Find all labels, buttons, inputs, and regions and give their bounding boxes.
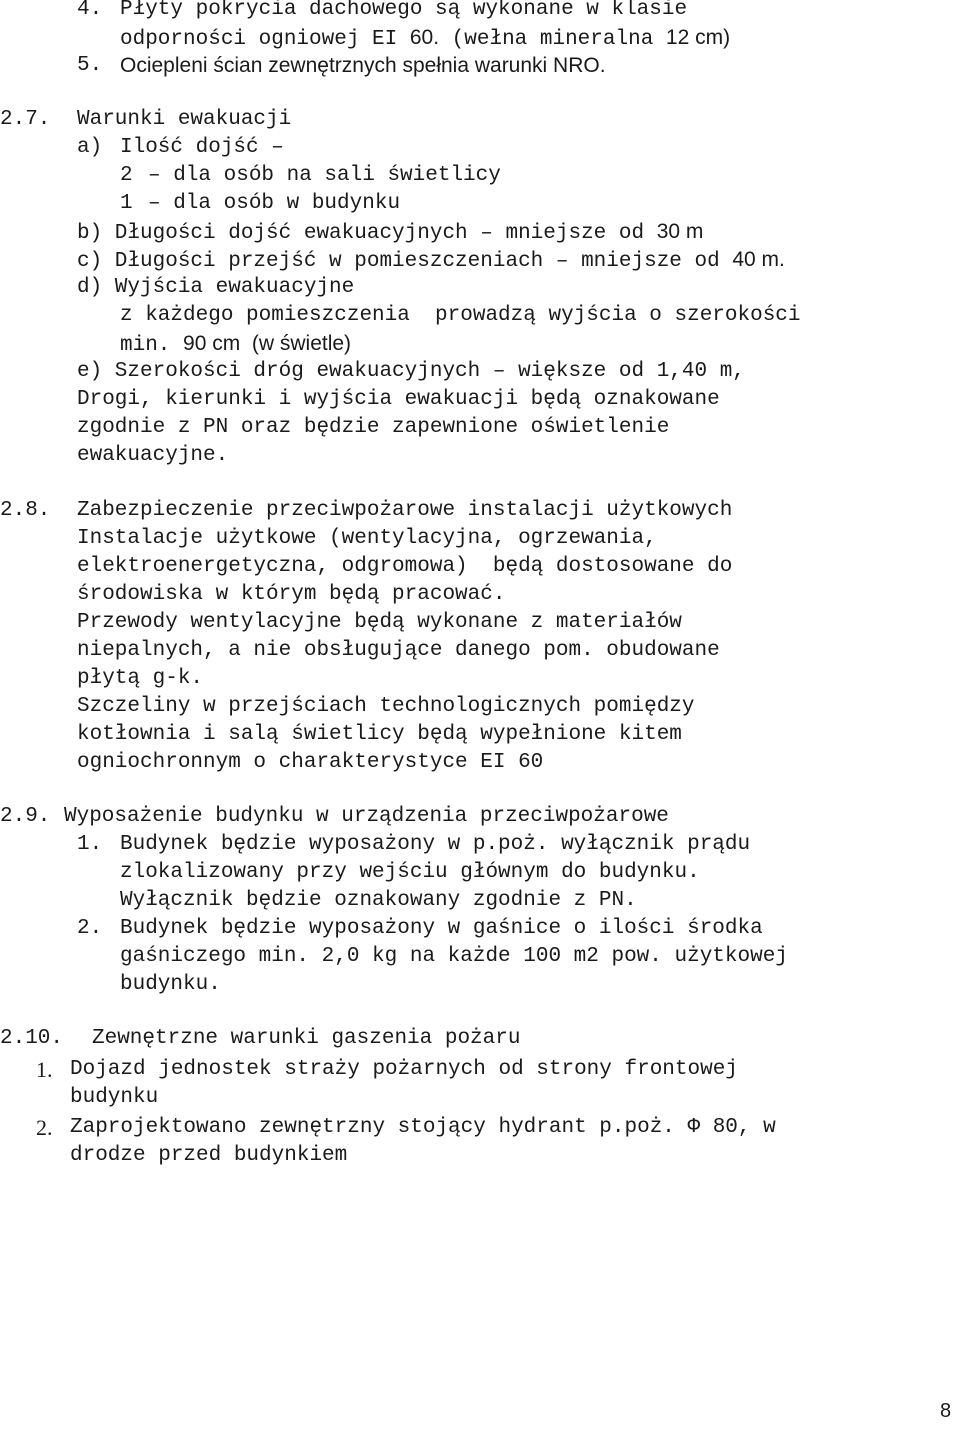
section-2-9-number: 2.9. xyxy=(0,805,51,828)
item-d-sub-2-text: min. xyxy=(120,334,184,357)
list-item-4-line-2 xyxy=(120,24,730,52)
section-2-8-title: Zabezpieczenie przeciwpożarowe instalacji użytkowych xyxy=(77,499,733,522)
s29-item-2-number: 2. xyxy=(77,917,103,940)
item-d: d) Wyjścia ewakuacyjne xyxy=(77,276,355,299)
s29-item-2-line-2: gaśniczego min. 2,0 kg na każde 100 m2 pow. użytkowej xyxy=(120,945,788,968)
section-2-7-number: 2.7. xyxy=(0,108,51,131)
s210-item-2-line-2: drodze przed budynkiem xyxy=(70,1144,348,1167)
section-2-8-number: 2.8. xyxy=(0,499,51,522)
list-item-5-line: Ociepleni ścian zewnętrznych spełnia warunki NRO. xyxy=(120,54,606,77)
item-b xyxy=(77,218,703,246)
list-item-4-line-1: Płyty pokrycia dachowego są wykonane w klasie xyxy=(120,0,688,21)
list-item-4-text-a: odporności ogniowej EI xyxy=(120,28,410,51)
paragraph-line-1: Drogi, kierunki i wyjścia ewakuacji będą oznakowane xyxy=(77,388,720,411)
item-c xyxy=(77,246,785,274)
item-a-1-number: 2 xyxy=(120,164,133,187)
s210-item-1-line-2: budynku xyxy=(70,1086,159,1109)
section-2-9-title: Wyposażenie budynku w urządzenia przeciwpożarowe xyxy=(64,805,669,828)
paragraph-line-3: ewakuacyjne. xyxy=(77,444,229,467)
item-d-sub-1: z każdego pomieszczenia prowadzą wyjścia o szerokości xyxy=(120,304,801,327)
section-2-7-title: Warunki ewakuacji xyxy=(77,108,292,131)
s29-item-2-line-1: Budynek będzie wyposażony w gaśnice o ilości środka xyxy=(120,917,763,940)
s210-item-2-line-1: Zaprojektowano zewnętrzny stojący hydrant p.poż. Φ 80, w xyxy=(70,1116,776,1139)
list-item-5-number: 5. xyxy=(77,54,103,77)
s28-line-7: Szczeliny w przejściach technologicznych pomiędzy xyxy=(77,695,695,718)
section-2-10-number: 2.10. xyxy=(0,1027,64,1050)
item-c-text: c) Długości przejść w pomieszczeniach – mniejsze od xyxy=(77,250,733,273)
list-item-4-text-c: (wełna mineralna xyxy=(439,28,666,51)
item-a-2-number: 1 xyxy=(120,192,133,215)
list-item-4-text-b: 60. xyxy=(409,26,440,49)
s210-item-1-number: 1. xyxy=(36,1057,53,1082)
item-d-sub-2-value: 90 cm (w świetle) xyxy=(183,332,352,355)
list-item-4-text-d: 12 cm) xyxy=(665,26,731,49)
paragraph-line-2: zgodnie z PN oraz będzie zapewnione oświetlenie xyxy=(77,416,670,439)
s29-item-1-line-3: Wyłącznik będzie oznakowany zgodnie z PN. xyxy=(120,889,637,912)
s28-line-1: Instalacje użytkowe (wentylacyjna, ogrzewania, xyxy=(77,527,657,550)
s29-item-2-line-3: budynku. xyxy=(120,973,221,996)
s28-line-9: ogniochronnym o charakterystyce EI 60 xyxy=(77,751,544,774)
s210-item-1-line-1: Dojazd jednostek straży pożarnych od strony frontowej xyxy=(70,1058,738,1081)
s29-item-1-line-1: Budynek będzie wyposażony w p.poż. wyłącznik prądu xyxy=(120,833,751,856)
s28-line-2: elektroenergetyczna, odgromowa) będą dostosowane do xyxy=(77,555,733,578)
item-e: e) Szerokości dróg ewakuacyjnych – większe od 1,40 m, xyxy=(77,360,745,383)
item-a-label: a) xyxy=(77,136,103,159)
item-a-text: Ilość dojść – xyxy=(120,136,284,159)
item-b-value: 30 m xyxy=(656,220,704,243)
item-b-text: b) Długości dojść ewakuacyjnych – mniejsze od xyxy=(77,222,657,245)
s28-line-3: środowiska w którym będą pracować. xyxy=(77,583,506,606)
s29-item-1-number: 1. xyxy=(77,833,103,856)
list-item-4-number: 4. xyxy=(77,0,103,21)
item-d-sub-2 xyxy=(120,330,351,358)
section-2-10-title: Zewnętrzne warunki gaszenia pożaru xyxy=(92,1027,521,1050)
page-number: 8 xyxy=(940,1400,952,1422)
item-a-1-text: – dla osób na sali świetlicy xyxy=(148,164,501,187)
s28-line-6: płytą g-k. xyxy=(77,667,204,690)
s29-item-1-line-2: zlokalizowany przy wejściu głównym do budynku. xyxy=(120,861,700,884)
s28-line-5: niepalnych, a nie obsługujące danego pom. obudowane xyxy=(77,639,720,662)
item-c-value: 40 m. xyxy=(732,248,785,271)
s210-item-2-number: 2. xyxy=(36,1115,53,1140)
s28-line-8: kotłownia i salą świetlicy będą wypełnione kitem xyxy=(77,723,682,746)
item-a-2-text: – dla osób w budynku xyxy=(148,192,401,215)
s28-line-4: Przewody wentylacyjne będą wykonane z materiałów xyxy=(77,611,682,634)
